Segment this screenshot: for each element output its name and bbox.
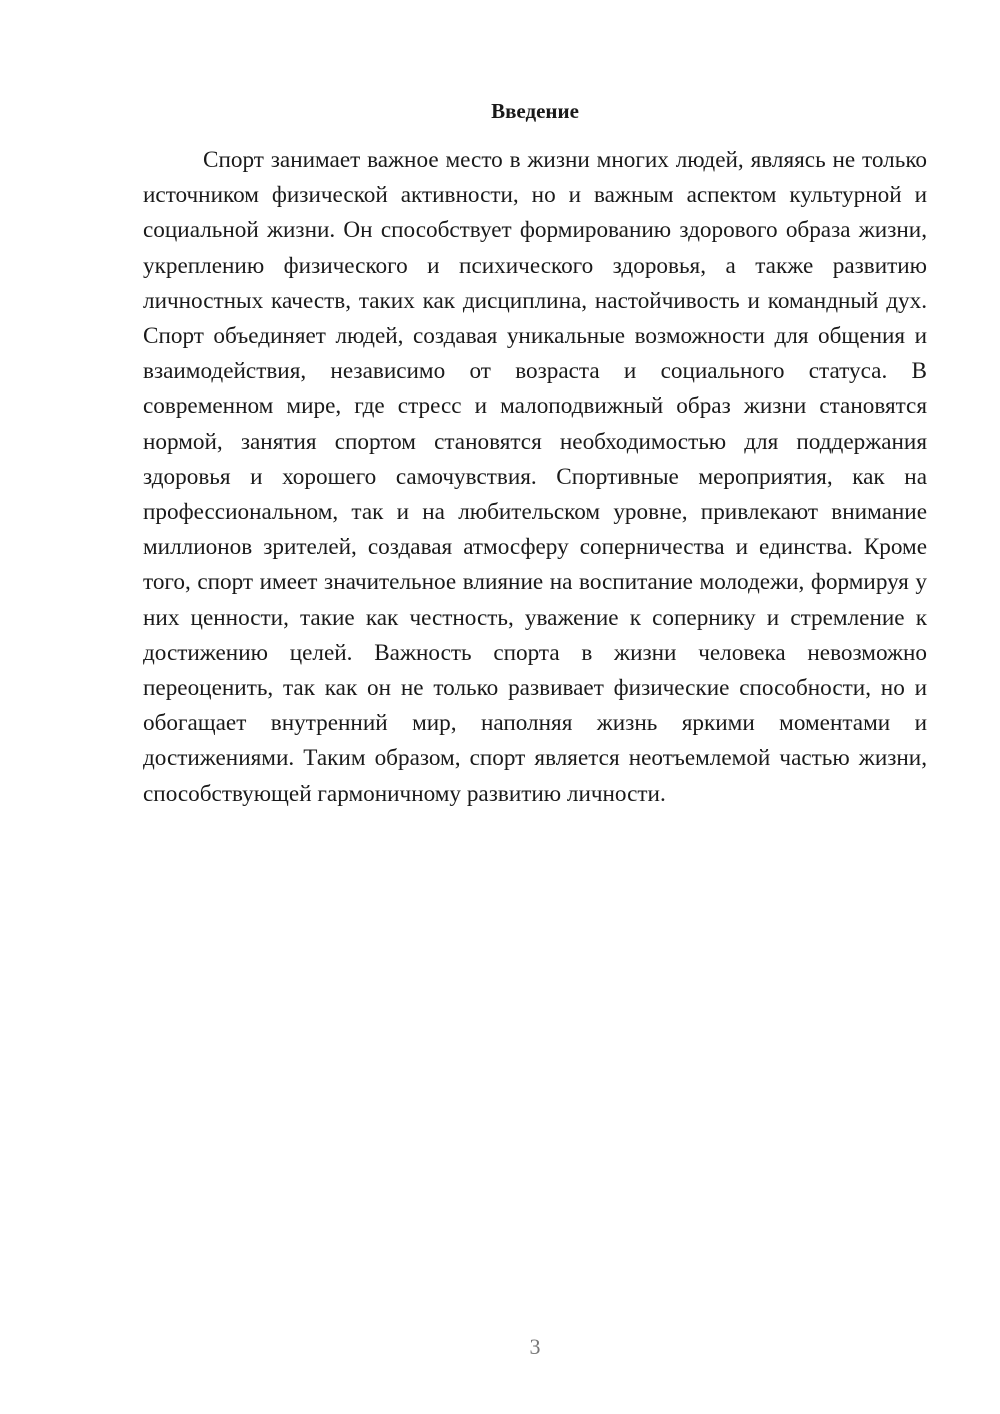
section-heading: Введение [491, 99, 579, 123]
page-number: 3 [529, 1334, 541, 1359]
body-paragraph: Спорт занимает важное место в жизни многих людей, являясь не только источником физической активности, но и важным аспектом культурной и социальной жизни. Он способствует формированию здорового образа жизни, укреплению физического и психического здоровья, а также развитию личностных качеств, таких как дисциплина, настойчивость и командный дух. Спорт объединяет людей, создавая уникальные возможности для общения и взаимодействия, независимо от возраста и социального статуса. В современном мире, где стресс и малоподвижный образ жизни становятся нормой, занятия спортом становятся необходимостью для поддержания здоровья и хорошего самочувствия. Спортивные мероприятия, как на профессиональном, так и на любительском уровне, привлекают внимание миллионов зрителей, создавая атмосферу соперничества и единства. Кроме того, спорт имеет значительное влияние на воспитание молодежи, формируя у них ценности, такие как честность, уважение к сопернику и стремление к достижению целей. Важность спорта в жизни человека невозможно переоценить, так как он не только развивает физические способности, но и обогащает внутренний мир, наполняя жизнь яркими моментами и достижениями. Таким образом, спорт является неотъемлемой частью жизни, способствующей гармоничному развитию личности. [143, 147, 927, 807]
